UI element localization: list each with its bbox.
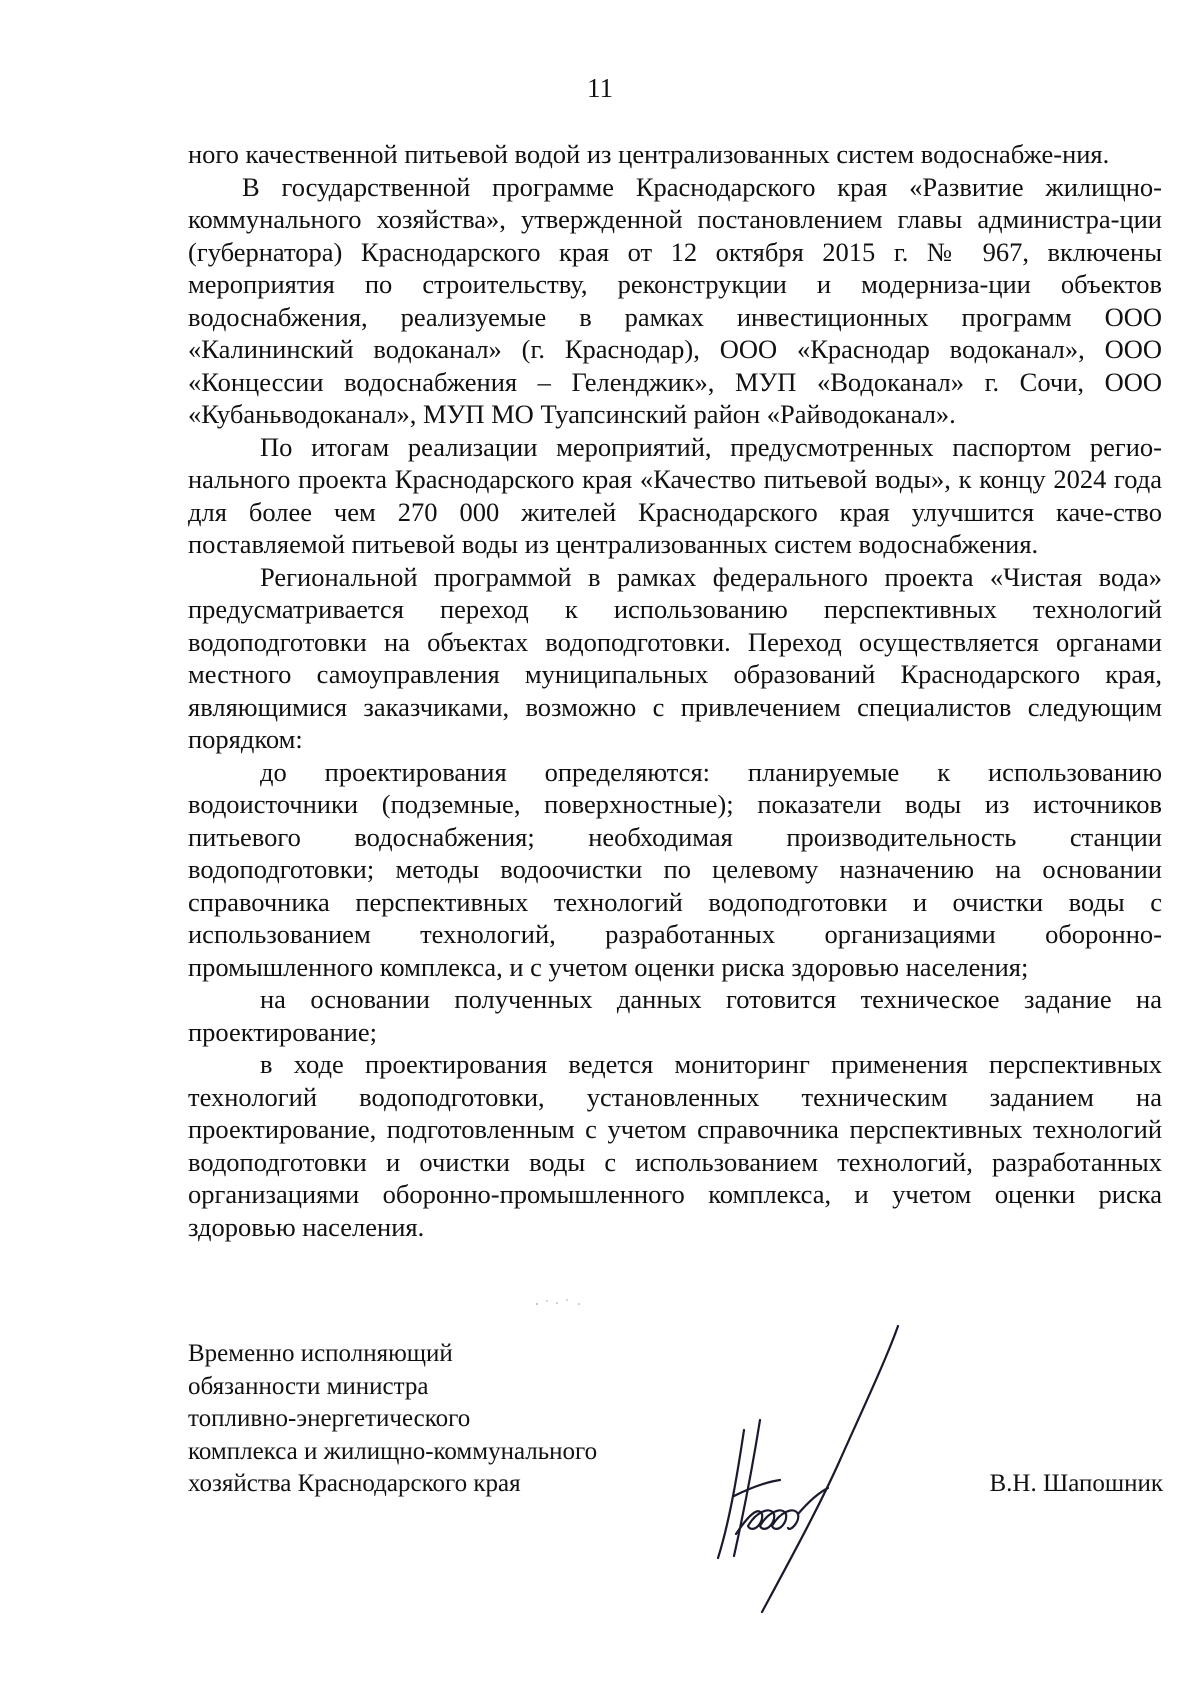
page-number: 11	[587, 73, 613, 103]
signatory-title-line: топливно-энергетического	[188, 1405, 471, 1432]
signatory-title	[188, 1338, 597, 1501]
signatory-title-line: хозяйства Краснодарского края	[188, 1470, 521, 1497]
paragraph-before-design: до проектирования определяются: планируемые к использованию водоисточники (подземные, поверхностные); показатели воды из источников питьевого водоснабжения; необходимая производительность станции водоподготовки; методы водоочистки по целевому назначению на основании справочника перспективных технологий водоподготовки и очистки воды с использованием технологий, разработанных организациями оборонно-промышленного комплекса, и с учетом оценки риска здоровью населения;	[188, 756, 1162, 982]
paragraph-monitoring: в ходе проектирования ведется мониторинг применения перспективных технологий водоподготовки, установленных техническим заданием на проектирование, подготовленным с учетом справочника перспективных технологий водоподготовки и очистки воды с использованием технологий, разработанных организациями оборонно-промышленного комплекса, и учетом оценки риска здоровью населения.	[188, 1049, 1162, 1242]
paragraph-clean-water: Региональной программой в рамках федерального проекта «Чистая вода» предусматривается переход к использованию перспективных технологий водоподготовки на объектах водоподготовки. Переход осуществляется органами местного самоуправления муниципальных образований Краснодарского края, являющимися заказчиками, возможно с привлечением специалистов следующим порядком:	[188, 561, 1162, 754]
paragraph-state-program: В государственной программе Краснодарского края «Развитие жилищно-коммунального хозяйства», утвержденной постановлением главы администра-ции (губернатора) Краснодарского края от 12 октября 2015 г. № 967, включены мероприятия по строительству, реконструкции и модерниза-ции объектов водоснабжения, реализуемые в рамках инвестиционных программ ООО «Калининский водоканал» (г. Краснодар), ООО «Краснодар водоканал», ООО «Концессии водоснабжения – Геленджик», МУП «Водоканал» г. Сочи, ООО «Кубаньводоканал», МУП МО Туапсинский район «Райводоканал».	[188, 171, 1162, 429]
signer-name: В.Н. Шапошник	[989, 1470, 1163, 1497]
handwritten-signature	[690, 1320, 920, 1620]
signatory-title-line: комплекса и жилищно-коммунального	[188, 1437, 598, 1465]
paragraph-regional-project: По итогам реализации мероприятий, предусмотренных паспортом регио-нального проекта Краснодарского края «Качество питьевой воды», к концу 2024 года для более чем 270 000 жителей Краснодарского края улучшится каче-ство поставляемой питьевой воды из централизованных систем водоснабжения.	[188, 431, 1162, 559]
paragraph-continuation: ного качественной питьевой водой из централизованных систем водоснабже-ния.	[188, 139, 1110, 169]
scan-speck	[533, 1296, 593, 1308]
signatory-title-line: обязанности министра	[188, 1372, 429, 1400]
signatory-title-line: Временно исполняющий	[188, 1340, 453, 1367]
paragraph-technical-task: на основании полученных данных готовится техническое задание на проектирование;	[188, 984, 1162, 1047]
document-body	[188, 138, 1162, 1243]
